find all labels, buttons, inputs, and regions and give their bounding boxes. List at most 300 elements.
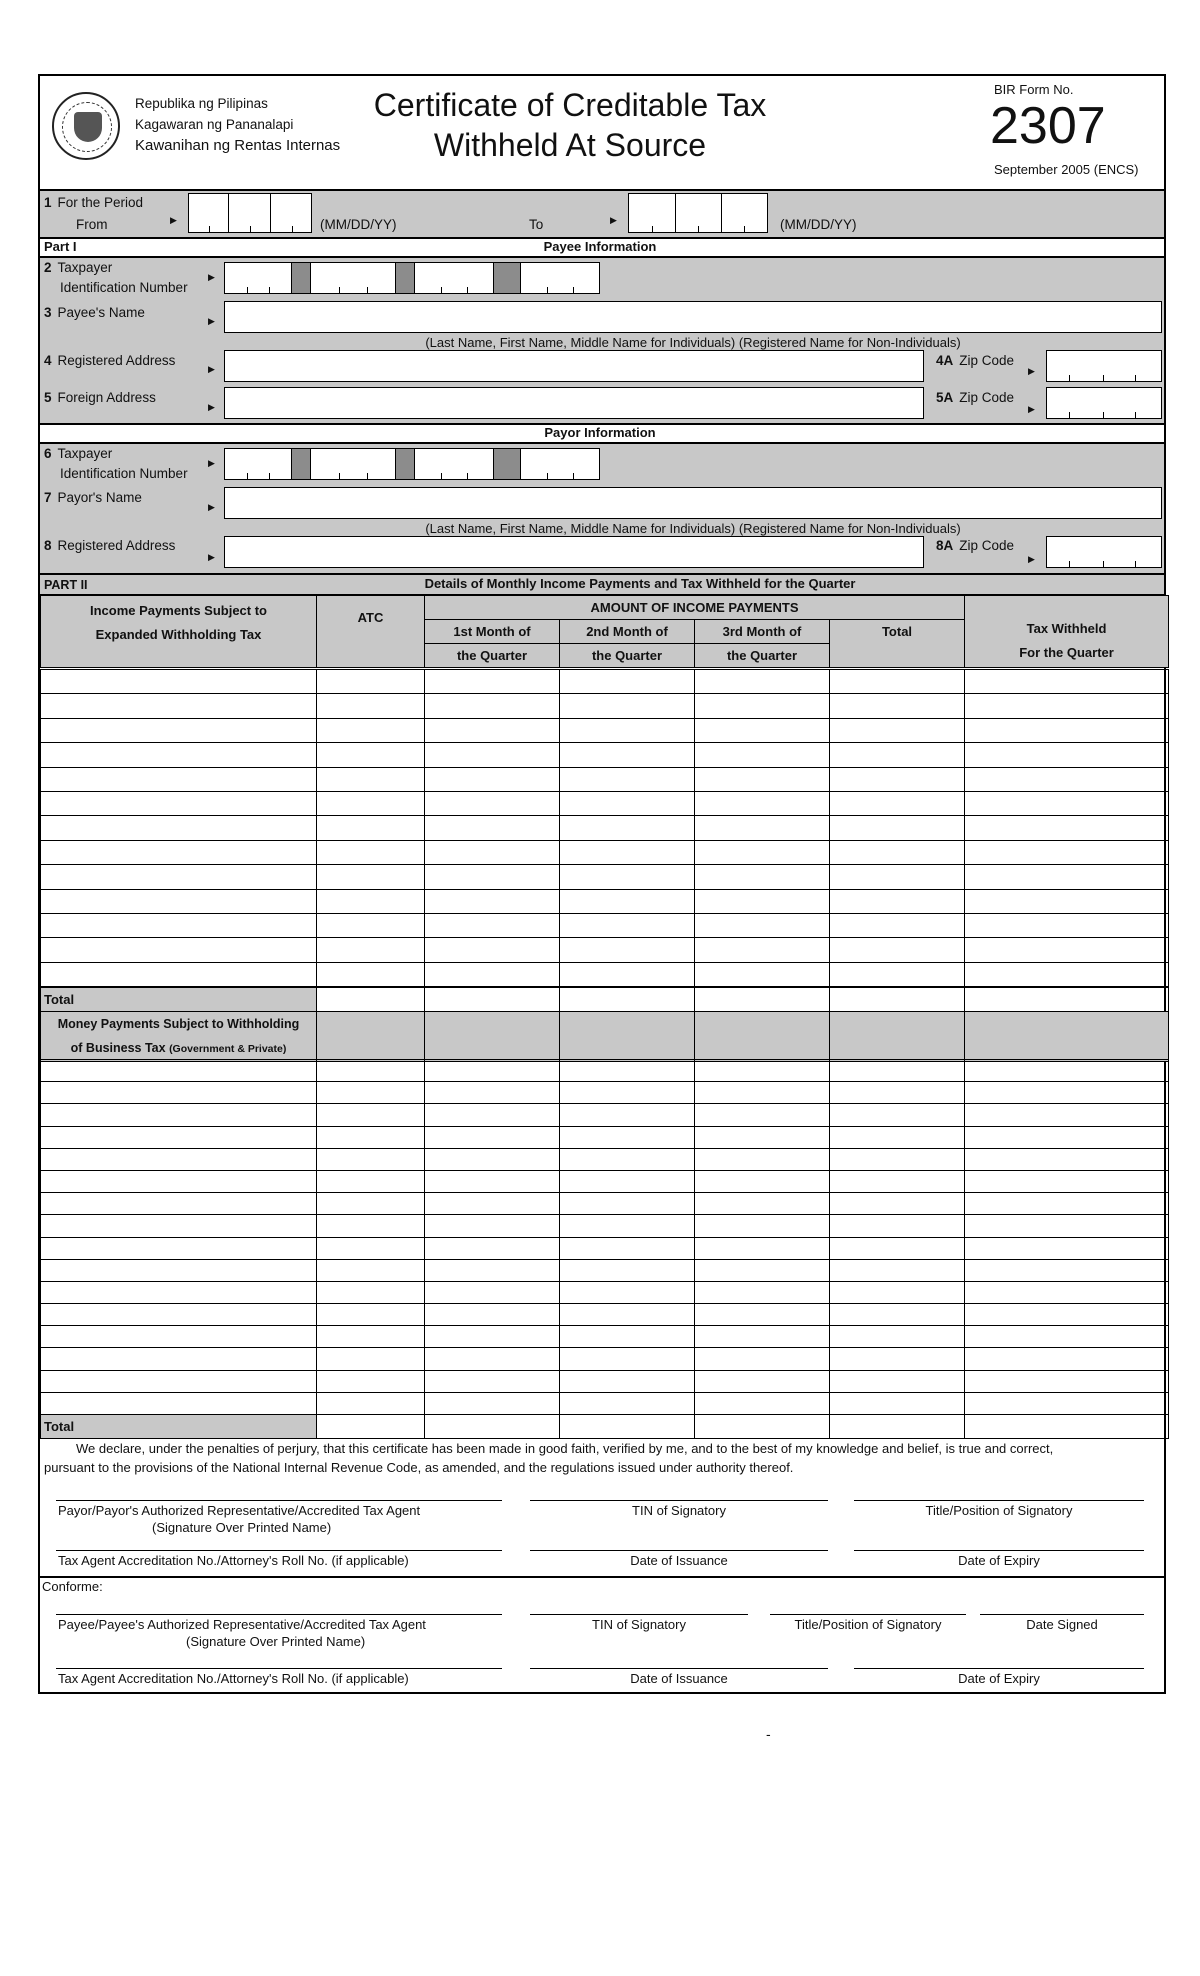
- total-month-3-cell[interactable]: [695, 988, 830, 1012]
- money-payment-cell[interactable]: [317, 1104, 425, 1126]
- money-payment-cell[interactable]: [560, 1215, 695, 1237]
- income-payment-row: [41, 913, 1169, 937]
- money-payment-cell[interactable]: [560, 1082, 695, 1104]
- money-payment-row: [41, 1370, 1169, 1392]
- money-payment-row: [41, 1193, 1169, 1215]
- money-payment-cell[interactable]: [425, 1348, 560, 1370]
- payee-name-label: 3 Payee's Name: [44, 305, 145, 320]
- money-payment-cell[interactable]: [41, 1281, 317, 1303]
- income-payment-cell[interactable]: [560, 816, 695, 840]
- money-payment-row: [41, 1170, 1169, 1192]
- money-payment-cell[interactable]: [830, 1126, 965, 1148]
- money-payment-cell[interactable]: [317, 1126, 425, 1148]
- income-payment-cell[interactable]: [830, 816, 965, 840]
- income-payment-cell[interactable]: [425, 840, 560, 864]
- income-payment-cell[interactable]: [695, 694, 830, 718]
- money-payment-cell[interactable]: [425, 1193, 560, 1215]
- money-payment-cell[interactable]: [560, 1104, 695, 1126]
- footer-dash: -: [766, 1726, 771, 1742]
- income-payment-cell[interactable]: [560, 913, 695, 937]
- money-payment-row: [41, 1281, 1169, 1303]
- income-payment-cell[interactable]: [41, 816, 317, 840]
- col-month-3: 3rd Month of: [695, 620, 830, 644]
- money-payment-cell[interactable]: [695, 1348, 830, 1370]
- col-month-2-sub: the Quarter: [560, 644, 695, 668]
- money-payment-cell[interactable]: [965, 1126, 1169, 1148]
- income-payment-cell[interactable]: [965, 913, 1169, 937]
- money-payment-cell[interactable]: [41, 1082, 317, 1104]
- income-payment-cell[interactable]: [830, 938, 965, 962]
- money-total-section: [40, 1414, 1169, 1439]
- payor-tin-seg-4[interactable]: [520, 448, 600, 480]
- money-payment-cell[interactable]: [560, 1193, 695, 1215]
- income-payment-cell[interactable]: [965, 791, 1169, 815]
- money-payment-cell[interactable]: [41, 1170, 317, 1192]
- income-payment-cell[interactable]: [560, 718, 695, 742]
- total-sum-cell[interactable]: [830, 988, 965, 1012]
- income-total-section: [40, 987, 1169, 1062]
- money-total-atc-cell[interactable]: [317, 1415, 425, 1439]
- money-payment-cell[interactable]: [560, 1148, 695, 1170]
- money-payment-row: [41, 1326, 1169, 1348]
- income-payment-cell[interactable]: [317, 670, 425, 694]
- money-payment-cell[interactable]: [695, 1392, 830, 1414]
- income-payment-cell[interactable]: [41, 962, 317, 986]
- money-payment-cell[interactable]: [830, 1326, 965, 1348]
- money-payment-cell[interactable]: [695, 1148, 830, 1170]
- income-payment-cell[interactable]: [41, 718, 317, 742]
- payee-accreditation-label: Tax Agent Accreditation No./Attorney's Roll No. (if applicable): [58, 1671, 409, 1686]
- income-payment-cell[interactable]: [965, 743, 1169, 767]
- income-payment-cell[interactable]: [560, 938, 695, 962]
- money-payment-row: [41, 1304, 1169, 1326]
- money-payment-cell[interactable]: [830, 1193, 965, 1215]
- income-payment-cell[interactable]: [965, 962, 1169, 986]
- income-payment-cell[interactable]: [695, 670, 830, 694]
- money-payment-cell[interactable]: [41, 1215, 317, 1237]
- payee-tin-seg-1[interactable]: [224, 262, 292, 294]
- income-payment-cell[interactable]: [317, 791, 425, 815]
- money-payment-cell[interactable]: [560, 1326, 695, 1348]
- money-payment-cell[interactable]: [317, 1237, 425, 1259]
- income-payment-cell[interactable]: [965, 767, 1169, 791]
- money-payments-rows: [40, 1059, 1169, 1415]
- payor-tin-seg-2[interactable]: [310, 448, 396, 480]
- payee-name-input[interactable]: [224, 301, 1162, 333]
- money-payment-cell[interactable]: [560, 1170, 695, 1192]
- money-payment-cell[interactable]: [695, 1281, 830, 1303]
- money-payment-cell[interactable]: [695, 1370, 830, 1392]
- money-total-month-3-cell[interactable]: [695, 1415, 830, 1439]
- income-payment-cell[interactable]: [560, 791, 695, 815]
- income-payment-cell[interactable]: [695, 743, 830, 767]
- col-tax-line1: Tax Withheld: [1026, 620, 1107, 636]
- income-payment-cell[interactable]: [317, 816, 425, 840]
- payee-tin-label: 2 Taxpayer: [44, 260, 113, 275]
- income-payment-cell[interactable]: [560, 743, 695, 767]
- declaration-line-1: We declare, under the penalties of perjury, that this certificate has been made in good faith, verified by me, and to the best of my knowledge and belief, is true and correct,: [76, 1441, 1054, 1456]
- payor-zip-input[interactable]: [1046, 536, 1162, 568]
- money-payment-cell[interactable]: [41, 1259, 317, 1281]
- income-payment-cell[interactable]: [425, 743, 560, 767]
- income-payment-cell[interactable]: [965, 816, 1169, 840]
- money-payment-cell[interactable]: [560, 1304, 695, 1326]
- income-payment-cell[interactable]: [830, 670, 965, 694]
- money-payment-cell[interactable]: [830, 1304, 965, 1326]
- money-payment-cell[interactable]: [830, 1281, 965, 1303]
- money-payment-cell[interactable]: [830, 1060, 965, 1082]
- money-payment-cell[interactable]: [965, 1193, 1169, 1215]
- money-payment-cell[interactable]: [830, 1370, 965, 1392]
- income-payment-cell[interactable]: [317, 938, 425, 962]
- money-payment-cell[interactable]: [965, 1170, 1169, 1192]
- money-payment-cell[interactable]: [830, 1082, 965, 1104]
- money-payment-cell[interactable]: [425, 1126, 560, 1148]
- to-date-format: (MM/DD/YY): [780, 217, 857, 232]
- money-payment-cell[interactable]: [695, 1304, 830, 1326]
- payor-accreditation-label: Tax Agent Accreditation No./Attorney's Roll No. (if applicable): [58, 1553, 409, 1568]
- money-payment-cell[interactable]: [317, 1304, 425, 1326]
- money-payment-cell[interactable]: [41, 1104, 317, 1126]
- income-payment-cell[interactable]: [317, 865, 425, 889]
- income-payment-cell[interactable]: [560, 889, 695, 913]
- bir-seal-icon: [52, 92, 120, 160]
- income-payment-cell[interactable]: [41, 791, 317, 815]
- money-payment-cell[interactable]: [317, 1281, 425, 1303]
- money-payment-cell[interactable]: [830, 1237, 965, 1259]
- agency-line-1: Republika ng Pilipinas: [135, 96, 268, 111]
- income-payment-cell[interactable]: [317, 913, 425, 937]
- income-payment-cell[interactable]: [695, 962, 830, 986]
- income-payment-row: [41, 791, 1169, 815]
- income-payment-cell[interactable]: [317, 840, 425, 864]
- income-payments-header: [40, 595, 1169, 668]
- payor-address-input[interactable]: [224, 536, 924, 568]
- total-tax-cell[interactable]: [965, 988, 1169, 1012]
- money-payment-cell[interactable]: [317, 1082, 425, 1104]
- income-payment-cell[interactable]: [830, 718, 965, 742]
- money-payment-cell[interactable]: [965, 1148, 1169, 1170]
- money-payment-cell[interactable]: [317, 1215, 425, 1237]
- income-payment-cell[interactable]: [965, 889, 1169, 913]
- conforme-label: Conforme:: [42, 1579, 103, 1594]
- foreign-zip-input[interactable]: [1046, 387, 1162, 419]
- payee-date-signed: Date Signed: [1026, 1617, 1098, 1632]
- money-payment-cell[interactable]: [695, 1082, 830, 1104]
- income-payment-cell[interactable]: [425, 865, 560, 889]
- income-payment-cell[interactable]: [965, 865, 1169, 889]
- income-payment-cell[interactable]: [830, 694, 965, 718]
- money-payment-cell[interactable]: [425, 1281, 560, 1303]
- col-tax-line2: For the Quarter: [1019, 644, 1114, 660]
- income-payment-cell[interactable]: [560, 767, 695, 791]
- part2-heading: Details of Monthly Income Payments and Tax Withheld for the Quarter: [424, 576, 856, 591]
- money-payment-cell[interactable]: [560, 1259, 695, 1281]
- income-payment-cell[interactable]: [965, 718, 1169, 742]
- income-payment-cell[interactable]: [830, 889, 965, 913]
- payee-tin-seg-3[interactable]: [414, 262, 494, 294]
- money-payment-cell[interactable]: [695, 1170, 830, 1192]
- money-payment-row: [41, 1237, 1169, 1259]
- money-payment-cell[interactable]: [41, 1060, 317, 1082]
- money-payment-cell[interactable]: [830, 1104, 965, 1126]
- money-payment-cell[interactable]: [425, 1170, 560, 1192]
- income-payment-cell[interactable]: [965, 670, 1169, 694]
- income-payment-cell[interactable]: [695, 718, 830, 742]
- payor-tin-seg-1[interactable]: [224, 448, 292, 480]
- money-payment-cell[interactable]: [560, 1060, 695, 1082]
- income-payment-cell[interactable]: [425, 718, 560, 742]
- money-payment-cell[interactable]: [965, 1104, 1169, 1126]
- income-payment-cell[interactable]: [560, 962, 695, 986]
- income-payment-cell[interactable]: [560, 670, 695, 694]
- from-label: From: [76, 217, 108, 232]
- money-payment-cell[interactable]: [317, 1348, 425, 1370]
- money-payment-cell[interactable]: [965, 1304, 1169, 1326]
- income-payment-cell[interactable]: [830, 767, 965, 791]
- income-payment-row: [41, 840, 1169, 864]
- money-payment-cell[interactable]: [41, 1370, 317, 1392]
- income-payment-cell[interactable]: [41, 865, 317, 889]
- income-payment-cell[interactable]: [317, 889, 425, 913]
- money-payment-cell[interactable]: [425, 1148, 560, 1170]
- money-payment-cell[interactable]: [695, 1126, 830, 1148]
- money-payment-cell[interactable]: [425, 1326, 560, 1348]
- foreign-address-label: 5 Foreign Address: [44, 390, 156, 405]
- money-payment-cell[interactable]: [317, 1259, 425, 1281]
- form-no-label: BIR Form No.: [994, 82, 1074, 97]
- part2-label: PART II: [44, 578, 88, 592]
- col-amount-heading: AMOUNT OF INCOME PAYMENTS: [425, 596, 965, 620]
- payor-title-signatory: Title/Position of Signatory: [925, 1503, 1073, 1518]
- income-payment-cell[interactable]: [830, 791, 965, 815]
- money-payment-cell[interactable]: [41, 1148, 317, 1170]
- income-payment-cell[interactable]: [695, 791, 830, 815]
- money-payment-cell[interactable]: [695, 1215, 830, 1237]
- money-payment-cell[interactable]: [965, 1370, 1169, 1392]
- income-payment-cell[interactable]: [830, 962, 965, 986]
- money-payment-cell[interactable]: [830, 1259, 965, 1281]
- money-payment-cell[interactable]: [965, 1392, 1169, 1414]
- money-payment-cell[interactable]: [965, 1259, 1169, 1281]
- income-payment-cell[interactable]: [830, 743, 965, 767]
- income-payment-cell[interactable]: [695, 938, 830, 962]
- money-payment-row: [41, 1126, 1169, 1148]
- payee-tin-seg-2[interactable]: [310, 262, 396, 294]
- money-payment-row: [41, 1348, 1169, 1370]
- money-payment-cell[interactable]: [695, 1326, 830, 1348]
- income-payment-cell[interactable]: [317, 962, 425, 986]
- payee-tin-seg-4[interactable]: [520, 262, 600, 294]
- payor-info-heading: Payor Information: [544, 425, 656, 440]
- money-payment-row: [41, 1392, 1169, 1414]
- money-payment-row: [41, 1060, 1169, 1082]
- income-payment-cell[interactable]: [41, 840, 317, 864]
- income-payment-cell[interactable]: [560, 694, 695, 718]
- income-payment-cell[interactable]: [425, 938, 560, 962]
- money-payment-cell[interactable]: [965, 1348, 1169, 1370]
- money-payment-cell[interactable]: [560, 1348, 695, 1370]
- income-payment-cell[interactable]: [830, 840, 965, 864]
- income-payment-cell[interactable]: [41, 670, 317, 694]
- from-date-input[interactable]: [188, 193, 312, 233]
- money-payment-cell[interactable]: [830, 1148, 965, 1170]
- total-month-1-cell[interactable]: [425, 988, 560, 1012]
- income-payments-rows: [40, 669, 1169, 987]
- payor-tin-seg-3[interactable]: [414, 448, 494, 480]
- income-payment-cell[interactable]: [317, 718, 425, 742]
- money-payment-cell[interactable]: [965, 1082, 1169, 1104]
- money-payment-cell[interactable]: [560, 1237, 695, 1259]
- income-payment-row: [41, 670, 1169, 694]
- income-payment-cell[interactable]: [317, 767, 425, 791]
- income-payment-cell[interactable]: [41, 743, 317, 767]
- money-payment-cell[interactable]: [830, 1215, 965, 1237]
- income-payment-cell[interactable]: [695, 913, 830, 937]
- income-payment-row: [41, 694, 1169, 718]
- money-payment-cell[interactable]: [695, 1259, 830, 1281]
- income-payment-cell[interactable]: [695, 816, 830, 840]
- money-payment-cell[interactable]: [560, 1281, 695, 1303]
- col-month-3-sub: the Quarter: [695, 644, 830, 668]
- total-month-2-cell[interactable]: [560, 988, 695, 1012]
- income-payment-cell[interactable]: [965, 938, 1169, 962]
- to-date-input[interactable]: [628, 193, 768, 233]
- money-payment-cell[interactable]: [965, 1215, 1169, 1237]
- money-total-month-2-cell[interactable]: [560, 1415, 695, 1439]
- income-payment-cell[interactable]: [41, 767, 317, 791]
- income-payment-cell[interactable]: [41, 694, 317, 718]
- zip-5a-label: 5A Zip Code: [936, 390, 1015, 405]
- income-payment-cell[interactable]: [317, 743, 425, 767]
- payee-zip-input[interactable]: [1046, 350, 1162, 382]
- income-payment-cell[interactable]: [425, 767, 560, 791]
- income-payment-cell[interactable]: [425, 962, 560, 986]
- income-payment-cell[interactable]: [425, 670, 560, 694]
- money-payment-cell[interactable]: [317, 1170, 425, 1192]
- money-payment-cell[interactable]: [317, 1148, 425, 1170]
- income-payment-cell[interactable]: [695, 840, 830, 864]
- income-payment-cell[interactable]: [830, 913, 965, 937]
- money-payment-cell[interactable]: [695, 1237, 830, 1259]
- income-payment-cell[interactable]: [695, 865, 830, 889]
- money-payment-cell[interactable]: [317, 1060, 425, 1082]
- money-payment-row: [41, 1104, 1169, 1126]
- money-payment-cell[interactable]: [425, 1215, 560, 1237]
- money-payment-cell[interactable]: [425, 1060, 560, 1082]
- income-payment-cell[interactable]: [425, 913, 560, 937]
- money-payment-cell[interactable]: [41, 1193, 317, 1215]
- money-payment-cell[interactable]: [965, 1237, 1169, 1259]
- money-payment-cell[interactable]: [317, 1326, 425, 1348]
- income-payment-cell[interactable]: [425, 889, 560, 913]
- money-total-month-1-cell[interactable]: [425, 1415, 560, 1439]
- money-payment-cell[interactable]: [41, 1348, 317, 1370]
- money-payment-cell[interactable]: [965, 1326, 1169, 1348]
- money-payment-cell[interactable]: [695, 1193, 830, 1215]
- money-payments-line2: of Business Tax: [70, 1041, 166, 1055]
- money-total-sum-cell[interactable]: [830, 1415, 965, 1439]
- income-payment-cell[interactable]: [695, 889, 830, 913]
- income-payment-row: [41, 743, 1169, 767]
- bir-form-2307: Republika ng Pilipinas Kagawaran ng Pananalapi Kawanihan ng Rentas Internas Certificate of Creditable Tax Withheld At Source BIR Form No. 2307 September 2005 (ENCS) 1 For the Period From ▶ (MM/DD/YY) To ▶ (MM/DD/YY) Part I Payee Information 2 Taxpayer Identification Number ▶ 3 Payee's Name ▶ (Last Name, First Name, Middle Name for Individuals) (Registered Name for Non-Individuals) 4 Registered Address ▶ 4A Zip Code ▶ 5 Foreign Address ▶ 5A Zip Code ▶ Payor Information 6 Taxpayer Identification Number ▶ 7 Payor's Name ▶ (Last Name, First Name, Middle Name for Individuals) (Registered Name for Non-Individuals) 8 Registered Address ▶ 8A Zip Code ▶ PART II Details of Monthly Income Payments and Tax Withheld for the Quarter Income Payments Subject to Expanded Withholding Tax ATC AMOUNT OF INCOME PAYMENTS Tax Withheld For the Quarter 1st Month of 2nd Month of 3rd Month of Total the Quarter the Quarter the Quarter Total Money Payments Subject to Withholding of Business Tax (Government & Private) Total We declare, under the penalties of perjury, that this certificate has been made in good faith, verified by me, and to the best of my knowledge and belief, is true and correct, pursuant to the provisions of the National Internal Revenue Code, as amended, and the regulations issued under authority thereof. Payor/Payor's Authorized Representative/Accredited Tax Agent (Signature Over Printed Name) TIN of Signatory Title/Position of Signatory Tax Agent Accreditation No./Attorney's Roll No. (if applicable) Date of Issuance Date of Expiry Conforme: Payee/Payee's Authorized Representative/Accredited Tax Agent (Signature Over Printed Name) TIN of Signatory Title/Position of Signatory Date Signed Tax Agent Accreditation No./Attorney's Roll No. (if applicable) Date of Issuance Date of Expiry: [38, 74, 1166, 1694]
- foreign-address-input[interactable]: [224, 387, 924, 419]
- income-payment-cell[interactable]: [41, 913, 317, 937]
- income-payment-cell[interactable]: [425, 816, 560, 840]
- income-payment-cell[interactable]: [41, 889, 317, 913]
- money-payment-cell[interactable]: [830, 1392, 965, 1414]
- payor-date-issuance: Date of Issuance: [630, 1553, 728, 1568]
- income-payment-cell[interactable]: [695, 767, 830, 791]
- from-date-format: (MM/DD/YY): [320, 217, 397, 232]
- payee-signature-printed: (Signature Over Printed Name): [186, 1634, 366, 1649]
- income-payment-row: [41, 889, 1169, 913]
- declaration-line-2: pursuant to the provisions of the National Internal Revenue Code, as amended, and the regulations issued under authority thereof.: [44, 1460, 794, 1475]
- payor-address-label: 8 Registered Address: [44, 538, 176, 553]
- money-payment-cell[interactable]: [425, 1259, 560, 1281]
- money-payment-cell[interactable]: [965, 1281, 1169, 1303]
- payee-signature-label: Payee/Payee's Authorized Representative/Accredited Tax Agent: [58, 1617, 426, 1632]
- payor-signature-label: Payor/Payor's Authorized Representative/Accredited Tax Agent: [58, 1503, 421, 1518]
- money-payment-cell[interactable]: [41, 1237, 317, 1259]
- agency-line-2: Kagawaran ng Pananalapi: [135, 117, 294, 132]
- money-payment-cell[interactable]: [41, 1326, 317, 1348]
- income-payment-cell[interactable]: [560, 840, 695, 864]
- income-payment-cell[interactable]: [41, 938, 317, 962]
- money-payment-cell[interactable]: [317, 1193, 425, 1215]
- money-payment-cell[interactable]: [695, 1104, 830, 1126]
- income-payment-cell[interactable]: [965, 840, 1169, 864]
- money-payment-cell[interactable]: [560, 1126, 695, 1148]
- income-total-label: Total: [41, 988, 317, 1012]
- money-payment-cell[interactable]: [41, 1392, 317, 1414]
- income-payment-row: [41, 865, 1169, 889]
- money-payment-cell[interactable]: [830, 1348, 965, 1370]
- income-payment-cell[interactable]: [317, 694, 425, 718]
- money-payment-cell[interactable]: [695, 1060, 830, 1082]
- money-payment-cell[interactable]: [317, 1370, 425, 1392]
- money-payment-cell[interactable]: [425, 1304, 560, 1326]
- payee-address-label: 4 Registered Address: [44, 353, 176, 368]
- money-total-tax-cell[interactable]: [965, 1415, 1169, 1439]
- income-payment-cell[interactable]: [965, 694, 1169, 718]
- money-payment-cell[interactable]: [425, 1392, 560, 1414]
- income-payment-cell[interactable]: [830, 865, 965, 889]
- payor-tin-label-2: Identification Number: [60, 466, 188, 481]
- money-payment-cell[interactable]: [41, 1304, 317, 1326]
- income-payment-cell[interactable]: [425, 791, 560, 815]
- income-payment-row: [41, 718, 1169, 742]
- col-month-1: 1st Month of: [425, 620, 560, 644]
- payee-info-heading: Payee Information: [543, 239, 657, 254]
- income-payment-cell[interactable]: [425, 694, 560, 718]
- money-payment-cell[interactable]: [317, 1392, 425, 1414]
- money-payment-cell[interactable]: [425, 1370, 560, 1392]
- money-payment-cell[interactable]: [425, 1237, 560, 1259]
- income-payment-cell[interactable]: [560, 865, 695, 889]
- money-payment-cell[interactable]: [425, 1104, 560, 1126]
- payor-name-input[interactable]: [224, 487, 1162, 519]
- money-payment-cell[interactable]: [41, 1126, 317, 1148]
- money-payment-cell[interactable]: [965, 1060, 1169, 1082]
- form-title-line-1: Certificate of Creditable Tax: [373, 87, 767, 123]
- money-payment-cell[interactable]: [830, 1170, 965, 1192]
- money-payment-cell[interactable]: [560, 1370, 695, 1392]
- money-payment-cell[interactable]: [425, 1082, 560, 1104]
- payee-address-input[interactable]: [224, 350, 924, 382]
- total-atc-cell[interactable]: [317, 988, 425, 1012]
- money-payment-cell[interactable]: [560, 1392, 695, 1414]
